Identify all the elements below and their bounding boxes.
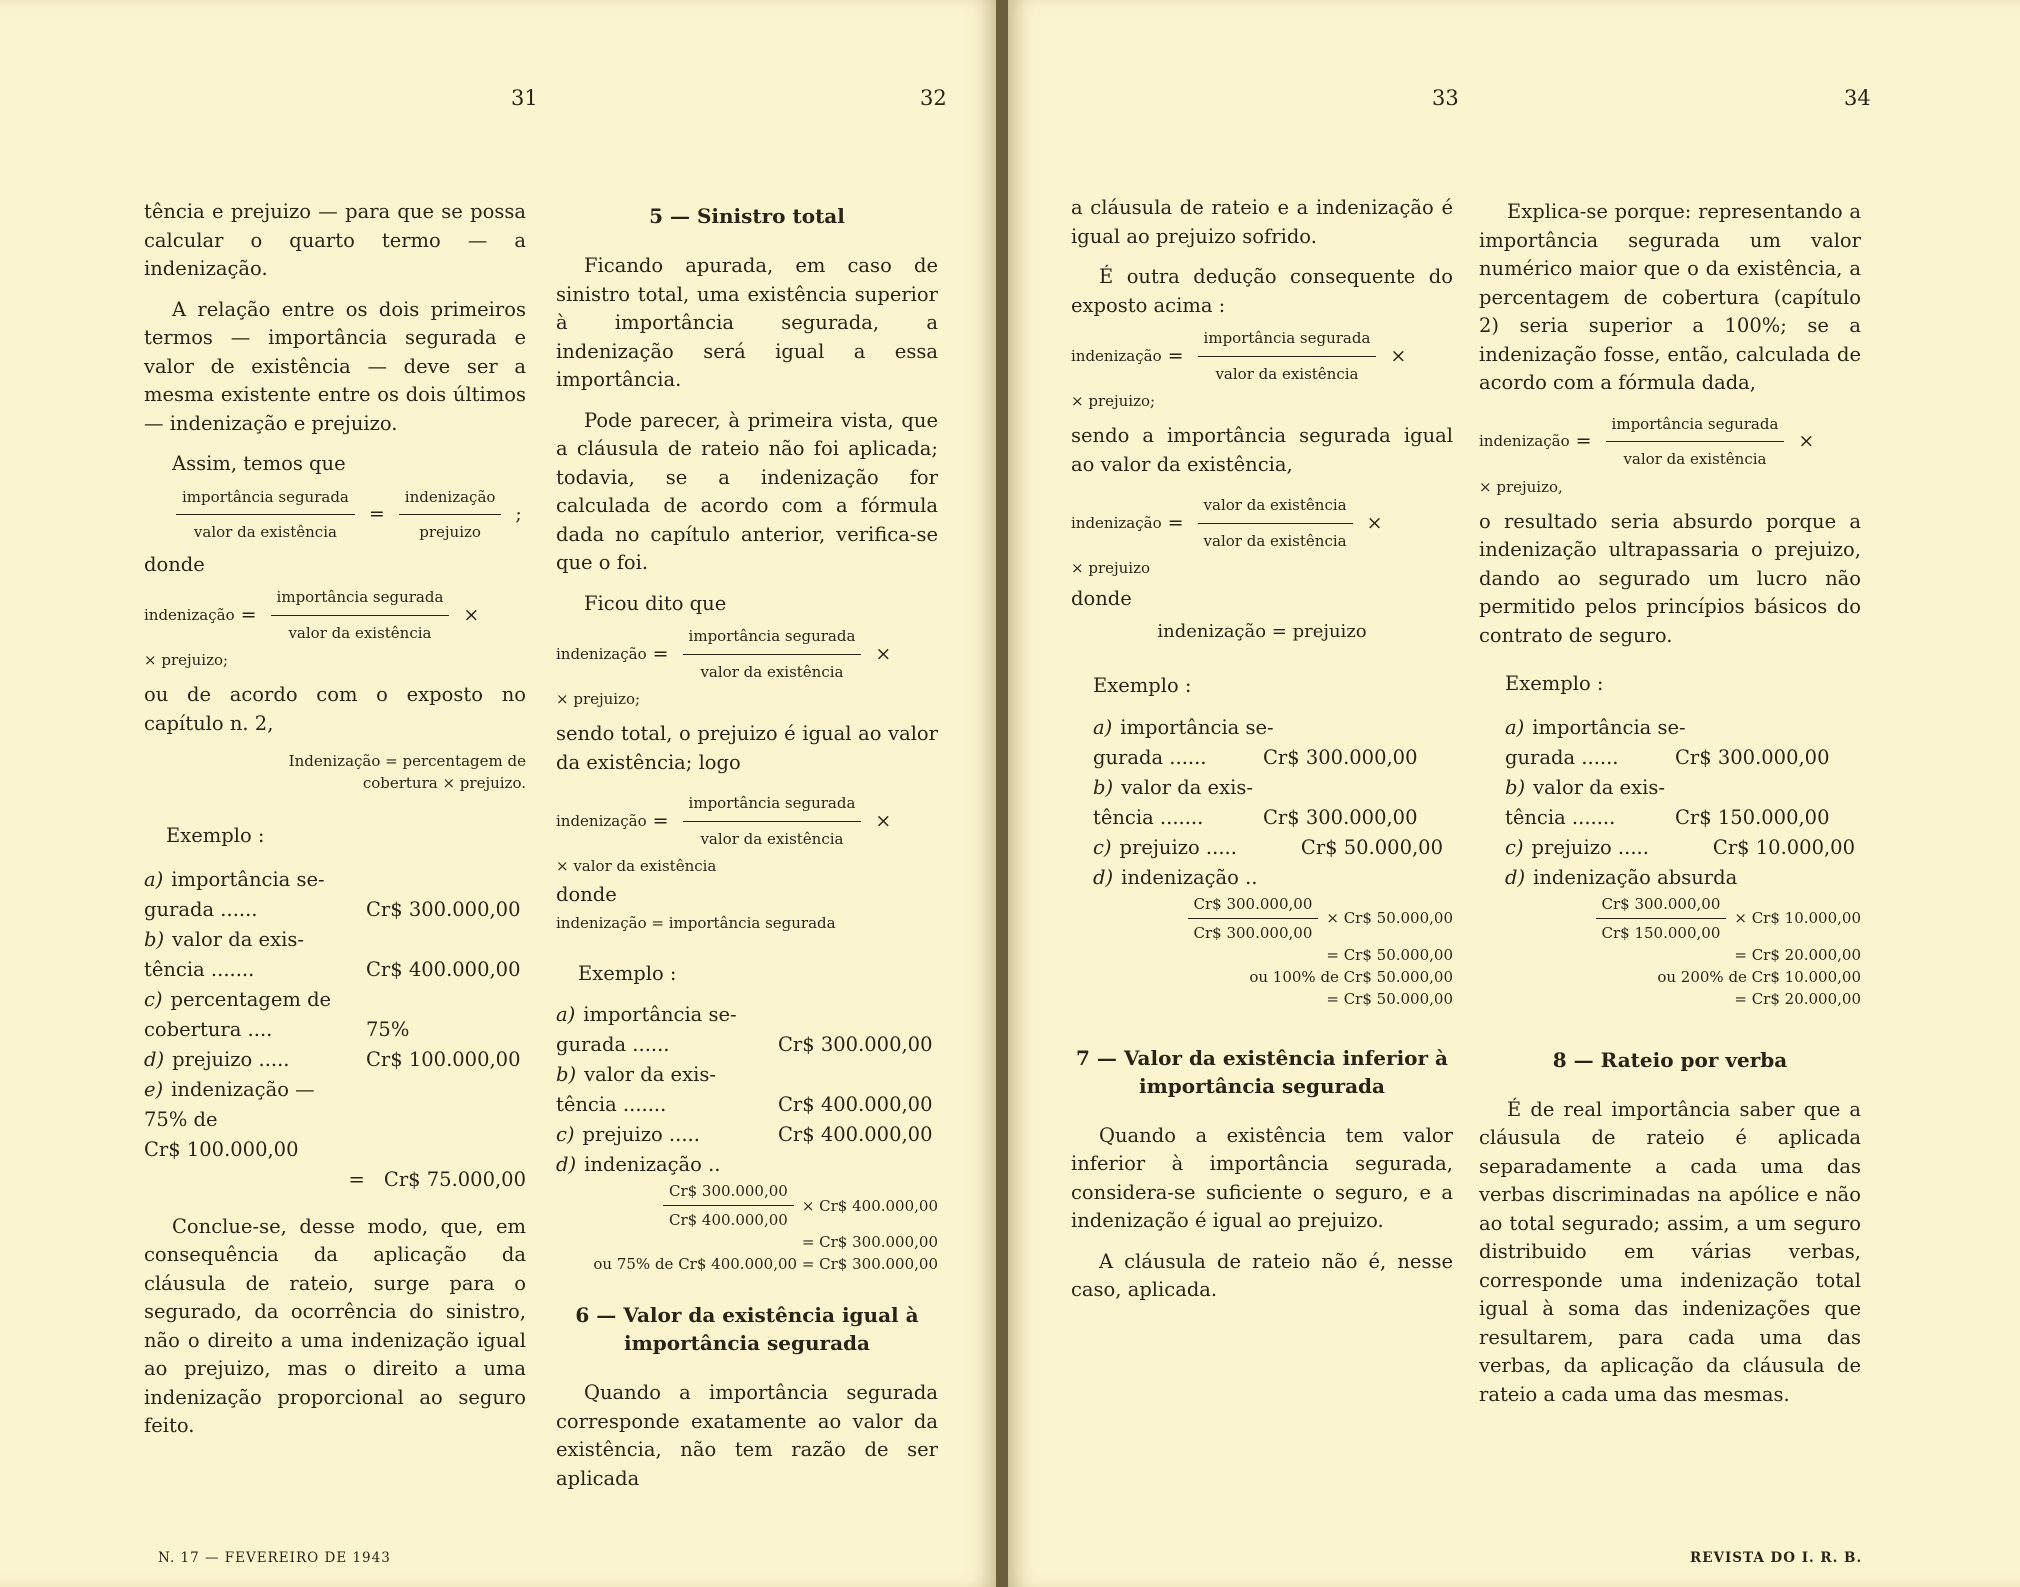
list-item: b) valor da exis- <box>556 1063 716 1086</box>
paragraph: Conclue-se, desse modo, que, em consequência da aplicação da cláusula de rateio, surge para o segurado, da ocorrência do sinistro, não o direito a uma indenização igual ao prejuizo, mas o direito a uma indenização proporcional ao seguro feito. <box>144 1214 526 1437</box>
list-item: d) prejuizo ..... Cr$ 100.000,00 <box>144 1047 521 1071</box>
page-number-34: 34 <box>1844 86 1871 110</box>
paragraph: Quando a importância segurada corresponde exatamente ao valor da existência, não tem razão de ser aplicada <box>556 1381 938 1490</box>
book-gutter <box>996 0 1008 1587</box>
paragraph: É outra dedução consequente do exposto acima : <box>1071 265 1453 317</box>
paragraph: donde <box>1071 587 1132 610</box>
paragraph: donde <box>144 552 205 576</box>
formula-proportion: $\frac{\text{importância segurada}}{\text{valor da existência}}$ = $\frac{\text{indenização}}{\text{prejuizo}}$ ; <box>168 483 526 547</box>
paragraph: Pode parecer, à primeira vista, que a cláusula de rateio não foi aplicada; todavia, se a indenização for calculada de acordo com a fórmula dada no capítulo anterior, verifica-se que o foi. <box>556 408 938 574</box>
paragraph: ou de acordo com o exposto no capítulo n. 2, <box>144 683 526 735</box>
page-number-32: 32 <box>920 86 947 110</box>
example-list: a) importância se- gurada ...... Cr$ 300.000,00 b) valor da exis- tência ....... Cr$ 400.000,00 c) percentagem de cobertura .... 75% d) prejuizo ..... Cr$ 100.000,00 e) indenização — 75% de Cr$ 100.000,00 = Cr$ 75.000,00 <box>144 865 526 1195</box>
calculation: $\frac{Cr\$ 300.000,00}{Cr\$ 300.000,00}$ × Cr$ 50.000,00 = Cr$ 50.000,00 ou 100% de Cr$ 50.000,00 = Cr$ 50.000,00 <box>1071 893 1453 1010</box>
page-number-31: 31 <box>511 86 538 110</box>
list-item: gurada ...... Cr$ 300.000,00 <box>144 897 521 921</box>
list-item: d) indenização .. <box>556 1153 721 1176</box>
formula-indenizacao: indenização = $\frac{\text{importância segurada}}{\text{valor da existência}}$ × <box>144 583 526 647</box>
example-heading: Exemplo : <box>166 824 265 847</box>
example-list <box>556 1000 938 1180</box>
paragraph: É de real importância saber que a cláusula de rateio é aplicada separadamente a cada uma das verbas discriminadas na apólice e não ao total segurado; assim, a um seguro distribuido em várias verbas, corresponde uma indenização total igual à soma das indenizações que resultarem, para cada uma das verbas, da aplicação da cláusula de rateio a cada uma das mesmas. <box>1479 1097 1861 1406</box>
example-heading: Exemplo : <box>578 961 677 985</box>
list-item: d) indenização absurda <box>1505 865 1738 889</box>
section-heading: 7 — Valor da existência inferior à importância segurada <box>1076 1045 1448 1098</box>
formula-result: indenização = prejuizo <box>1157 620 1367 642</box>
footer-right: REVISTA DO I. R. B. <box>1690 1550 1863 1566</box>
page-33-column: a cláusula de rateio e a indenização é igual ao prejuizo sofrido. É outra dedução consequente do exposto acima : indenização = $\frac{\text{importância segurada}}{\text{valor da existência}}$ × × prejuizo; sendo a importância segurada igual ao valor da existência, indenização = $\frac{\text{valor da existência}}{\text{valor da existência}}$ × × prejuizo donde indenização = prejuizo Exemplo : a) importância se- gurada ...... Cr$ 300.000,00 b) valor da exis- tência ....... Cr$ 300.000,00 c) prejuizo ..... Cr$ 50.000,00 d) indenização .. $\frac{Cr\$ 300.000,00}{Cr\$ 300.000,00}$ × Cr$ 50.000,00 = Cr$ 50.000,00 ou 100% de Cr$ 50.000,00 = Cr$ 50.000,00 7 — Valor da existência inferior à importância segurada Quando a existência tem valor inferior à importância segurada, considera-se suficiente o seguro, e a indenização é igual ao prejuizo. A cláusula de rateio não é, nesse caso, aplicada. <box>1071 194 1453 1317</box>
paragraph: a cláusula de rateio e a indenização é igual ao prejuizo sofrido. <box>1071 196 1453 248</box>
list-item: gurada ...... Cr$ 300.000,00 <box>1505 745 1830 769</box>
formula-indenizacao: indenização = $\frac{\text{importância segurada}}{\text{valor da existência}}$ × <box>1071 324 1453 388</box>
calculation: $\frac{Cr\$ 300.000,00}{Cr\$ 150.000,00}$ × Cr$ 10.000,00 = Cr$ 20.000,00 ou 200% de Cr$ 10.000,00 = Cr$ 20.000,00 <box>1479 893 1861 1010</box>
paragraph: A cláusula de rateio não é, nesse caso, aplicada. <box>1071 1249 1453 1301</box>
paragraph: Assim, temos que <box>172 452 346 475</box>
footer-left: N. 17 — FEVEREIRO DE 1943 <box>158 1550 391 1566</box>
paragraph: o resultado seria absurdo porque a indenização ultrapassaria o prejuizo, dando ao segurado um lucro não permitido pelos princípios básicos do contrato de seguro. <box>1479 509 1861 647</box>
page-31-column: tência e prejuizo — para que se possa calcular o quarto termo — a indenização. A relação entre os dois primeiros termos — importância segurada e valor de existência — deve ser a mesma existente entre os dois últimos — indenização e prejuizo. Assim, temos que $\frac{\text{importância segurada}}{\text{valor da existência}}$ = $\frac{\text{indenização}}{\text{prejuizo}}$ ; donde indenização = $\frac{\text{importância segurada}}{\text{valor da existência}}$ × × prejuizo; ou de acordo com o exposto no capítulo n. 2, Indenização = percentagem de cobertura × prejuizo. Exemplo : a) importância se- gurada ...... Cr$ 300.000,00 b) valor da exis- tência ....... Cr$ 400.000,00 c) percentagem de cobertura .... 75% d) prejuizo ..... Cr$ 100.000,00 e) indenização — 75% de Cr$ 100.000,00 = Cr$ 75.000,00 Conclue-se, desse modo, que, em consequência da aplicação da cláusula de rateio, surge para o segurado, da ocorrência do sinistro, não o direito a uma indenização igual ao prejuizo, mas o direito a uma indenização proporcional ao seguro feito. <box>144 198 526 1453</box>
page-32-column: 5 — Sinistro total Ficando apurada, em caso de sinistro total, uma existência superior à importância segurada, a indenização será igual a essa importância. Pode parecer, à primeira vista, que a cláusula de rateio não foi aplicada; todavia, se a indenização for calculada de acordo com a fórmula dada no capítulo anterior, verifica-se que o foi. Ficou dito que indenização = $\frac{\text{importância segurada}}{\text{valor da existência}}$ × × prejuizo; sendo total, o prejuizo é igual ao valor da existência; logo indenização = $\frac{\text{importância segurada}}{\text{valor da existência}}$ × × valor da existência donde indenização = importância segurada Exemplo : a) importância se- gurada ...... Cr$ 300.000,00 b) valor da exis- tência ....... Cr$ 400.000,00 c) prejuizo ..... Cr$ 400.000,00 d) indenização .. $\frac{Cr\$ 300.000,00}{Cr\$ 400.000,00}$ × Cr$ 400.000,00 = Cr$ 300.000,00 ou 75% de Cr$ 400.000,00 = Cr$ 300.000,00 6 — Valor da existência igual à importância segurada Quando a importância segurada corresponde exatamente ao valor da existência, não tem razão de ser aplicada <box>556 194 938 1505</box>
example-heading: Exemplo : <box>1505 672 1604 695</box>
paragraph: sendo total, o prejuizo é igual ao valor da existência; logo <box>556 722 938 774</box>
formula-cobertura: Indenização = percentagem de cobertura × prejuizo. <box>288 752 526 792</box>
paragraph: A relação entre os dois primeiros termos — importância segurada e valor de existência — deve ser a mesma existente entre os dois últimos — indenização e prejuizo. <box>144 297 526 435</box>
list-item: a) importância se- <box>1093 715 1274 739</box>
formula-indenizacao: indenização = $\frac{\text{importância segurada}}{\text{valor da existência}}$ × <box>1479 410 1861 474</box>
paragraph: Ficou dito que <box>584 591 727 615</box>
paragraph: Explica-se porque: representando a importância segurada um valor numérico maior que o da existência, a percentagem de cobertura (capítulo 2) seria superior a 100%; se a indenização fosse, então, calculada de acordo com a fórmula dada, <box>1479 200 1861 394</box>
paragraph: sendo a importância segurada igual ao valor da existência, <box>1071 424 1453 476</box>
list-item: tência ....... Cr$ 400.000,00 <box>556 1093 933 1116</box>
example-heading: Exemplo : <box>1093 674 1192 697</box>
example-list <box>1071 713 1453 893</box>
list-item: e) indenização — <box>144 1077 315 1101</box>
calculation: $\frac{Cr\$ 300.000,00}{Cr\$ 400.000,00}$ × Cr$ 400.000,00 = Cr$ 300.000,00 ou 75% de Cr$ 400.000,00 = Cr$ 300.000,00 <box>593 1182 938 1273</box>
paragraph: donde <box>556 883 617 906</box>
list-item: c) percentagem de <box>144 987 332 1011</box>
list-item: a) importância se- <box>144 867 325 891</box>
list-item: d) indenização .. <box>1093 865 1258 889</box>
list-item: b) valor da exis- <box>1093 775 1253 799</box>
list-item: a) importância se- <box>1505 715 1686 739</box>
list-item: gurada ...... Cr$ 300.000,00 <box>1093 745 1418 769</box>
list-item: b) valor da exis- <box>144 927 304 951</box>
section-heading: 5 — Sinistro total <box>649 204 845 228</box>
list-item: b) valor da exis- <box>1505 775 1665 799</box>
formula-result: indenização = importância segurada <box>556 913 836 932</box>
list-item: tência ....... Cr$ 300.000,00 <box>1093 805 1418 829</box>
formula-equal: indenização = $\frac{\text{valor da existência}}{\text{valor da existência}}$ × <box>1071 491 1453 555</box>
paragraph: Ficando apurada, em caso de sinistro total, uma existência superior à importância segurada, a indenização será igual a essa importância. <box>556 254 938 391</box>
section-heading: 6 — Valor da existência igual à importância segurada <box>575 1303 919 1355</box>
list-item: c) prejuizo ..... Cr$ 400.000,00 <box>556 1123 933 1146</box>
list-item: gurada ...... Cr$ 300.000,00 <box>556 1033 933 1056</box>
paragraph: Quando a existência tem valor inferior à importância segurada, considera-se suficiente o seguro, e a indenização é igual ao prejuizo. <box>1071 1123 1453 1232</box>
list-item: tência ....... Cr$ 400.000,00 <box>144 957 521 981</box>
formula-total: indenização = $\frac{\text{importância segurada}}{\text{valor da existência}}$ × <box>556 789 938 853</box>
list-item: cobertura .... 75% <box>144 1017 410 1041</box>
list-item: c) prejuizo ..... Cr$ 10.000,00 <box>1505 835 1855 859</box>
list-item: c) prejuizo ..... Cr$ 50.000,00 <box>1093 835 1443 859</box>
page-number-33: 33 <box>1432 86 1459 110</box>
example-list <box>1479 713 1861 893</box>
paragraph: tência e prejuizo — para que se possa calcular o quarto termo — a indenização. <box>144 200 526 280</box>
list-item: tência ....... Cr$ 150.000,00 <box>1505 805 1830 829</box>
page-34-column: Explica-se porque: representando a importância segurada um valor numérico maior que o da existência, a percentagem de cobertura (capítulo 2) seria superior a 100%; se a indenização fosse, então, calculada de acordo com a fórmula dada, indenização = $\frac{\text{importância segurada}}{\text{valor da existência}}$ × × prejuizo, o resultado seria absurdo porque a indenização ultrapassaria o prejuizo, dando ao segurado um lucro não permitido pelos princípios básicos do contrato de seguro. Exemplo : a) importância se- gurada ...... Cr$ 300.000,00 b) valor da exis- tência ....... Cr$ 150.000,00 c) prejuizo ..... Cr$ 10.000,00 d) indenização absurda $\frac{Cr\$ 300.000,00}{Cr\$ 150.000,00}$ × Cr$ 10.000,00 = Cr$ 20.000,00 ou 200% de Cr$ 10.000,00 = Cr$ 20.000,00 8 — Rateio por verba É de real importância saber que a cláusula de rateio é aplicada separadamente a cada uma das verbas discriminadas na apólice e não ao total segurado; assim, a um seguro distribuido em várias verbas, corresponde uma indenização total igual à soma das indenizações que resultarem, para cada uma das verbas, da aplicação da cláusula de rateio a cada uma das mesmas. <box>1479 198 1861 1421</box>
section-heading: 8 — Rateio por verba <box>1552 1047 1788 1072</box>
list-item: a) importância se- <box>556 1003 737 1026</box>
formula-indenizacao: indenização = $\frac{\text{importância segurada}}{\text{valor da existência}}$ × <box>556 622 938 686</box>
